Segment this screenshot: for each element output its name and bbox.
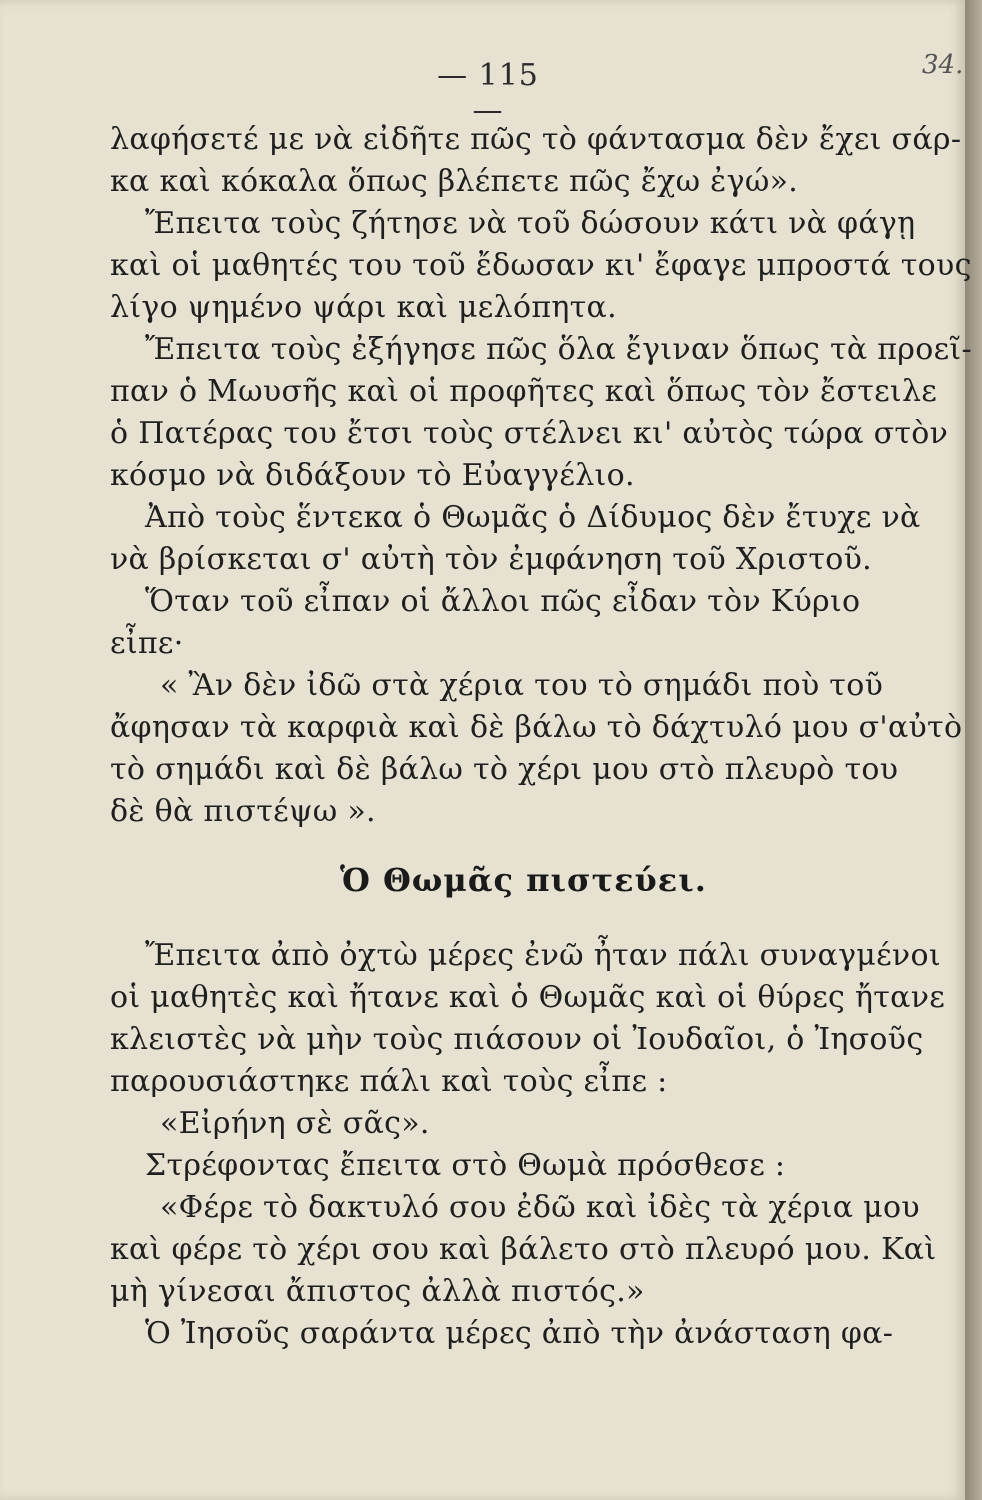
text-line: Ἀπὸ τοὺς ἕντεκα ὁ Θωμᾶς ὁ Δίδυμος δὲν ἔτυχε νὰ [145, 500, 921, 535]
text-line: λίγο ψημένο ψάρι καὶ μελόπητα. [110, 290, 617, 325]
text-line: καὶ φέρε τὸ χέρι σου καὶ βάλετο στὸ πλευρό μου. Καὶ [110, 1232, 937, 1267]
text-line: «Φέρε τὸ δακτυλό σου ἐδῶ καὶ ἰδὲς τὰ χέρια μου [160, 1190, 920, 1225]
page-number: — 115 — [437, 58, 539, 128]
text-line: εἶπε· [110, 626, 184, 661]
text-line: ἄφησαν τὰ καρφιὰ καὶ δὲ βάλω τὸ δάχτυλό μου σ'αὐτὸ [110, 710, 963, 745]
text-line: Ὅταν τοῦ εἶπαν οἱ ἄλλοι πῶς εἶδαν τὸν Κύριο [145, 584, 861, 619]
text-line: Ἔπειτα ἀπὸ ὀχτὼ μέρες ἐνῶ ἦταν πάλι συναγμένοι [145, 938, 941, 973]
text-line: μὴ γίνεσαι ἄπιστος ἀλλὰ πιστός.» [110, 1274, 645, 1309]
text-line: Ἔπειτα τοὺς ἐξήγησε πῶς ὅλα ἔγιναν ὅπως τὰ προεῖ- [145, 332, 972, 367]
text-line: Ὁ Ἰησοῦς σαράντα μέρες ἀπὸ τὴν ἀνάσταση φα- [145, 1316, 894, 1351]
text-line: τὸ σημάδι καὶ δὲ βάλω τὸ χέρι μου στὸ πλευρὸ του [110, 752, 899, 787]
text-line: νὰ βρίσκεται σ' αὐτὴ τὸν ἐμφάνηση τοῦ Χριστοῦ. [110, 542, 872, 577]
margin-pencil-mark: 34. [922, 50, 964, 80]
text-line: Ἔπειτα τοὺς ζήτησε νὰ τοῦ δώσουν κάτι νὰ φάγῃ [145, 206, 916, 241]
section-heading: Ὁ Θωμᾶς πιστεύει. [340, 861, 707, 899]
text-line: «Εἰρήνη σὲ σᾶς». [160, 1106, 430, 1141]
text-line: λαφήσετέ με νὰ εἰδῆτε πῶς τὸ φάντασμα δὲν ἔχει σάρ- [110, 122, 962, 157]
text-line: παρουσιάστηκε πάλι καὶ τοὺς εἶπε : [110, 1064, 668, 1099]
text-line: οἱ μαθητὲς καὶ ἤτανε καὶ ὁ Θωμᾶς καὶ οἱ θύρες ἤτανε [110, 980, 946, 1015]
text-line: Στρέφοντας ἔπειτα στὸ Θωμὰ πρόσθεσε : [145, 1148, 786, 1183]
text-line: κα καὶ κόκαλα ὅπως βλέπετε πῶς ἔχω ἐγώ». [110, 164, 799, 199]
text-line: παν ὁ Μωυσῆς καὶ οἱ προφῆτες καὶ ὅπως τὸν ἔστειλε [110, 374, 938, 409]
text-line: ὁ Πατέρας του ἔτσι τοὺς στέλνει κι' αὐτὸς τώρα στὸν [110, 416, 949, 451]
text-line: « Ἂν δὲν ἰδῶ στὰ χέρια του τὸ σημάδι ποὺ τοῦ [160, 668, 884, 703]
text-line: κόσμο νὰ διδάξουν τὸ Εὐαγγέλιο. [110, 458, 635, 493]
text-line: κλειστὲς νὰ μὴν τοὺς πιάσουν οἱ Ἰουδαῖοι, ὁ Ἰησοῦς [110, 1022, 924, 1057]
text-line: καὶ οἱ μαθητές του τοῦ ἔδωσαν κι' ἔφαγε μπροστά τους [110, 248, 972, 283]
text-line: δὲ θὰ πιστέψω ». [110, 794, 376, 829]
